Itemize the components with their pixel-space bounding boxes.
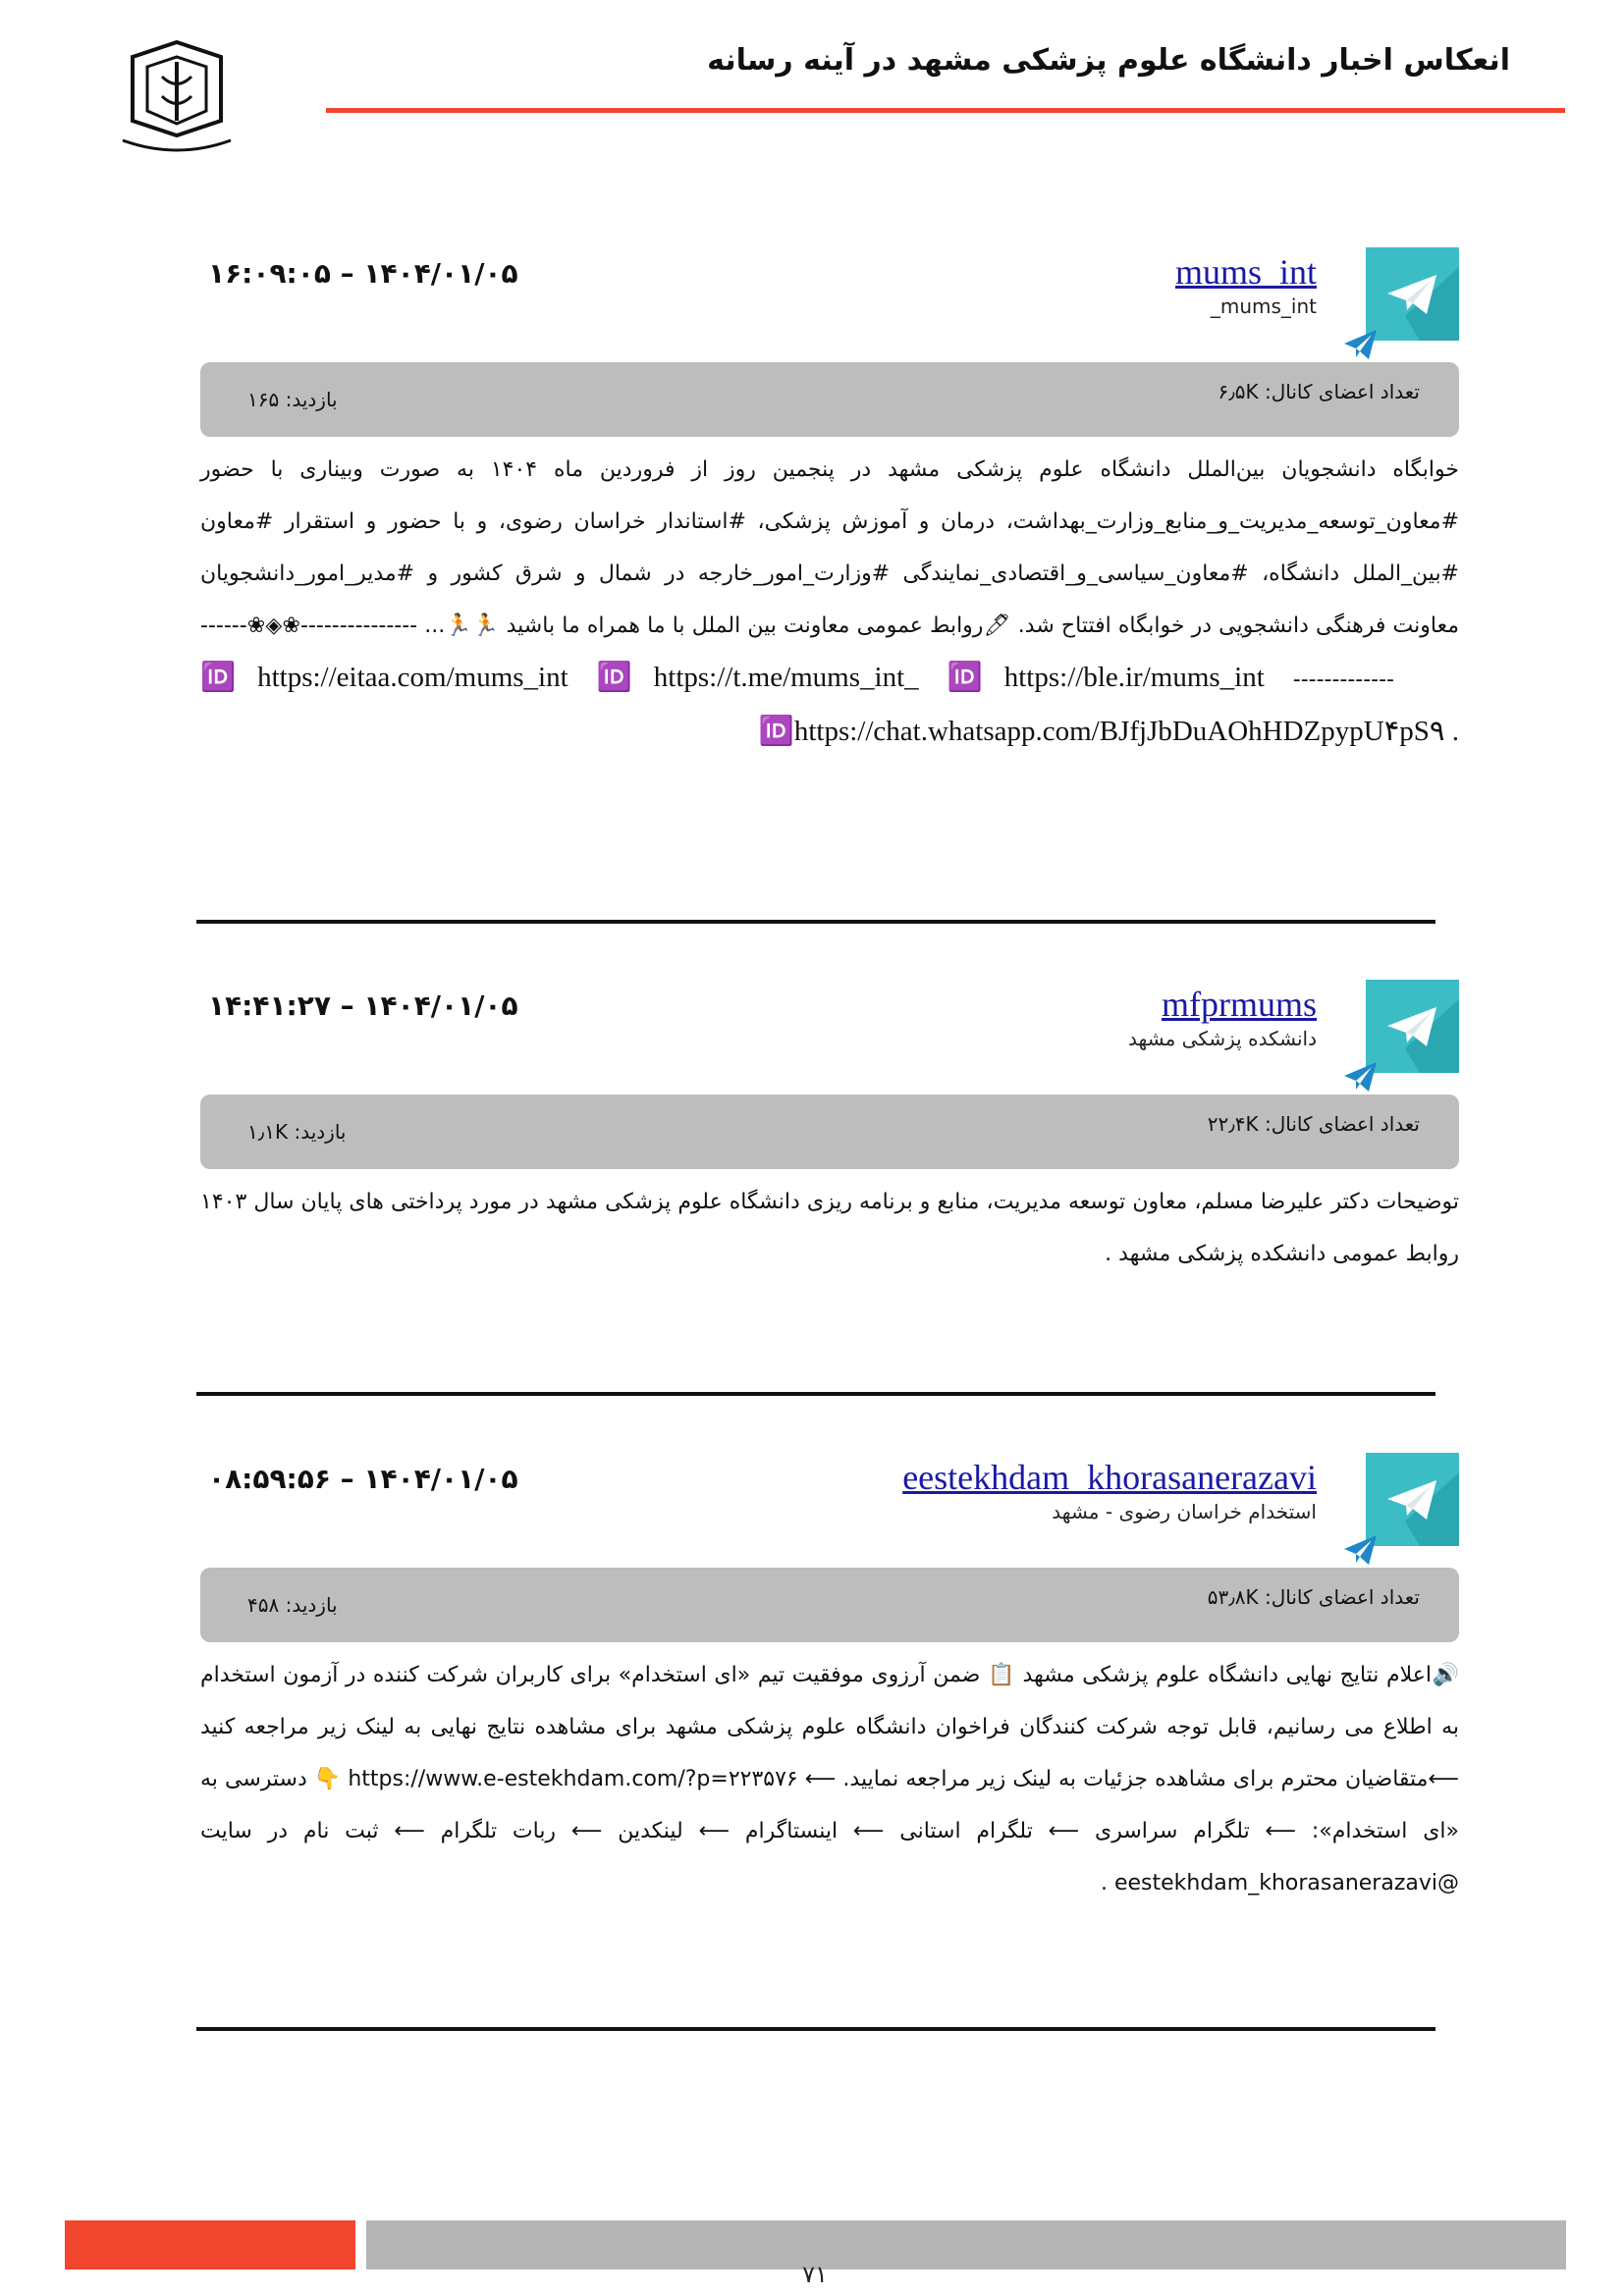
- post-card: [196, 980, 1459, 1313]
- post-link[interactable]: 🆔https://t.me/mums_int_: [596, 662, 919, 693]
- document-title: انعکاس اخبار دانشگاه علوم پزشکی مشهد در آینه رسانه: [707, 43, 1510, 78]
- post-link[interactable]: 🆔https://chat.whatsapp.com/BJfjJbDuAOhHDZpypU۴pS۹ .: [758, 716, 1459, 747]
- post-separator: [196, 1392, 1435, 1396]
- post-text: خوابگاه دانشجویان بین‌الملل دانشگاه علوم پزشکی مشهد در پنجمین روز از فروردین ماه ۱۴۰۴ به صورت وبیناری با حضور #معاون_توسعه_مدیریت_و_منابع_وزارت_بهداشت، درمان و آموزش پزشکی، #استاندار خراسان رضوی، و با حضور و استقرار #معاون #بین_الملل دانشگاه، #معاون_سیاسی_و_اقتصادی_نمایندگی #وزارت_امور_خارجه در شمال و شرق کشور و #مدیر_امور_دانشجویان معاونت فرهنگی دانشجویی در خوابگاه افتتاح شد. 🖊روابط عمومی معاونت بین الملل با ما همراه ما باشید 🏃🏃... ---------------❀◈❀-------------------: [200, 457, 1459, 692]
- page-number: ۷۱: [802, 2261, 828, 2288]
- post-card: [196, 1453, 1459, 1924]
- post-datetime: ۱۶:۰۹:۰۵ – ۱۴۰۴/۰۱/۰۵: [208, 257, 518, 290]
- channel-link[interactable]: mums_int: [1174, 252, 1317, 292]
- channel-link[interactable]: eestekhdam_khorasanerazavi: [902, 1458, 1317, 1497]
- post-body: [200, 1176, 1459, 1280]
- post-text: توضیحات دکتر علیرضا مسلم، معاون توسعه مدیریت، منابع و برنامه ریزی دانشگاه علوم پزشکی مشهد در مورد پرداختی های پایان سال ۱۴۰۳ روابط عمومی دانشکده پزشکی مشهد .: [200, 1190, 1459, 1266]
- post-link[interactable]: 🆔https://ble.ir/mums_int: [947, 662, 1265, 693]
- views-count: بازدید: ۴۵۸: [247, 1593, 338, 1617]
- header-rule: [326, 108, 1565, 113]
- members-count: تعداد اعضای کانال: ۶٫۵K: [1218, 380, 1420, 403]
- post-datetime: ۱۴:۴۱:۲۷ – ۱۴۰۴/۰۱/۰۵: [208, 989, 518, 1022]
- channel-subtitle: mums_int_: [1210, 294, 1317, 318]
- post-separator: [196, 920, 1435, 924]
- post-body: [200, 1649, 1459, 1909]
- post-separator: [196, 2027, 1435, 2031]
- channel-link[interactable]: mfprmums: [1162, 985, 1317, 1024]
- stats-bar: [200, 1095, 1459, 1169]
- stats-bar: [200, 1568, 1459, 1642]
- telegram-icon: [1341, 1056, 1380, 1095]
- university-logo: [113, 37, 241, 165]
- members-count: تعداد اعضای کانال: ۵۳٫۸K: [1207, 1585, 1420, 1609]
- views-count: بازدید: ۱٫۱K: [247, 1120, 347, 1144]
- post-text: 🔊اعلام نتایج نهایی دانشگاه علوم پزشکی مشهد 📋 ضمن آرزوی موفقیت تیم «ای استخدام» برای کاربران شرکت کننده در آزمون استخدام به اطلاع می رسانیم، قابل توجه شرکت کنندگان فراخوان دانشگاه علوم پزشکی مشهد برای مشاهده نتایج نهایی به لینک زیر مراجعه کنید ⟵متقاضیان محترم برای مشاهده جزئیات به لینک زیر مراجعه نمایید. ⟵ https://www.e-estekhdam.com/?p=۲۲۳۵۷۶ 👇 دسترسی به «ای استخدام»: ⟵ تلگرام سراسری ⟵ تلگرام استانی ⟵ اینستاگرام ⟵ لینکدین ⟵ ربات تلگرام ⟵ ثبت نام در سایت @eestekhdam_khorasanerazavi .: [200, 1663, 1459, 1896]
- footer-accent-bar: [65, 2220, 355, 2269]
- telegram-icon: [1341, 324, 1380, 363]
- telegram-icon: [1341, 1529, 1380, 1569]
- post-link[interactable]: 🆔https://eitaa.com/mums_int: [200, 662, 568, 693]
- post-body: [200, 444, 1459, 760]
- footer-bar: [366, 2220, 1566, 2269]
- post-card: [196, 247, 1459, 797]
- post-datetime: ۰۸:۵۹:۵۶ – ۱۴۰۴/۰۱/۰۵: [208, 1463, 518, 1495]
- channel-subtitle: دانشکده پزشکی مشهد: [1128, 1027, 1317, 1050]
- views-count: بازدید: ۱۶۵: [247, 388, 338, 411]
- members-count: تعداد اعضای کانال: ۲۲٫۴K: [1207, 1112, 1420, 1136]
- stats-bar: [200, 362, 1459, 437]
- channel-subtitle: استخدام خراسان رضوی - مشهد: [1052, 1500, 1317, 1523]
